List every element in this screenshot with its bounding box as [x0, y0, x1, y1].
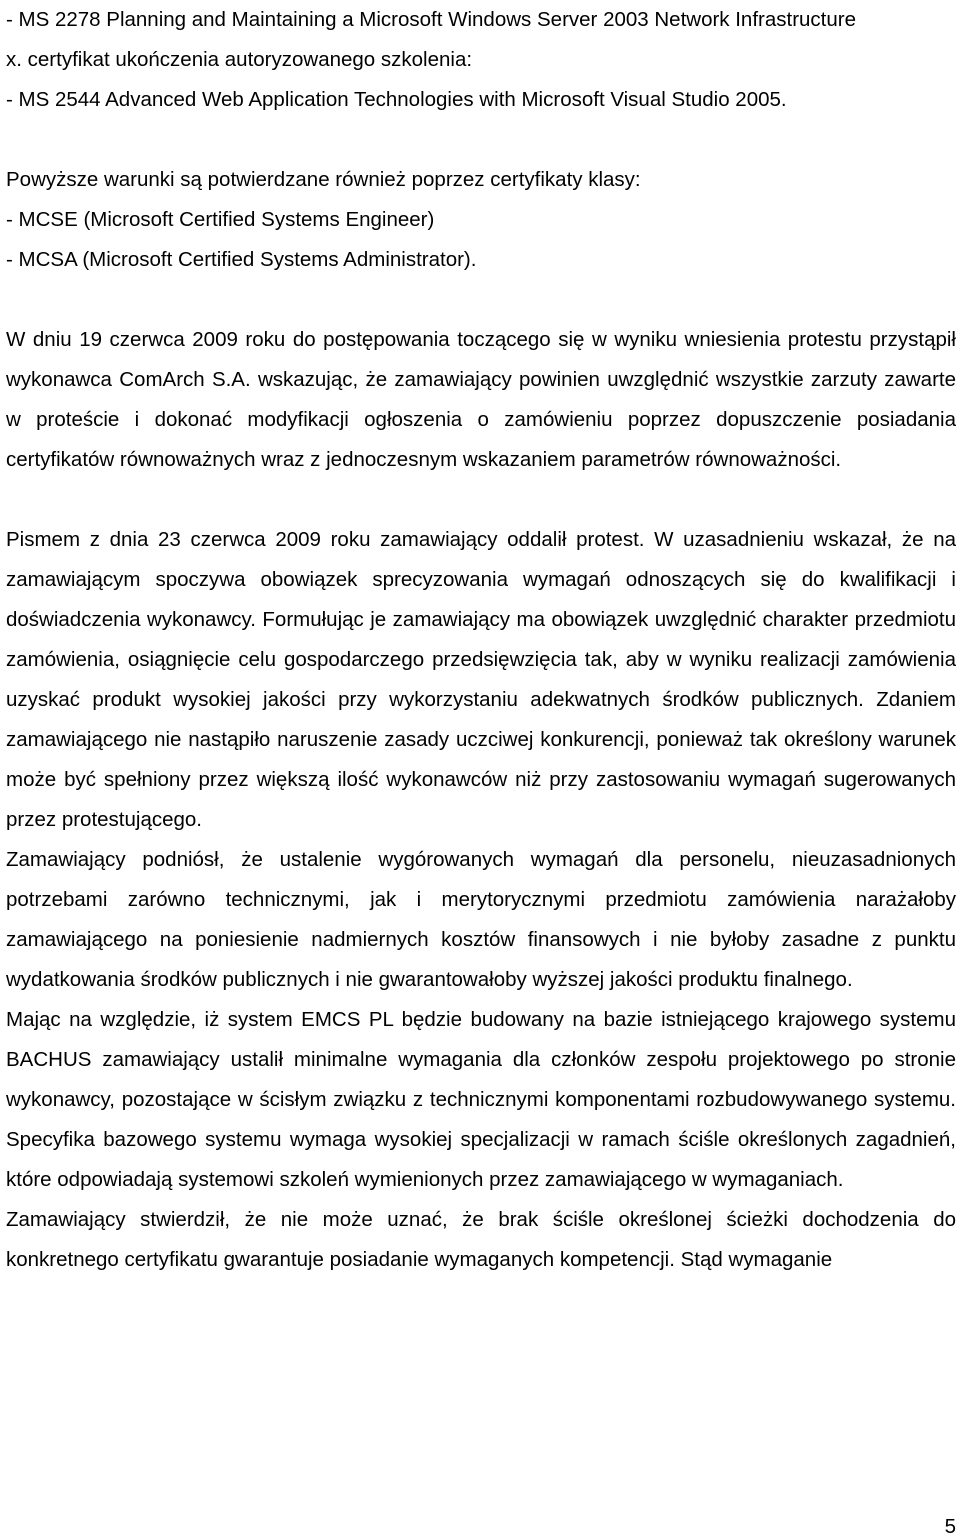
certificate-classes: [6, 160, 956, 280]
list-item: - MS 2278 Planning and Maintaining a Microsoft Windows Server 2003 Network Infrastructure: [6, 8, 857, 31]
page-number: 5: [944, 1515, 956, 1538]
list-item: - MCSA (Microsoft Certified Systems Administrator).: [6, 248, 477, 271]
list-item: x. certyfikat ukończenia autoryzowanego szkolenia:: [6, 48, 473, 71]
list-item: - MCSE (Microsoft Certified Systems Engineer): [6, 208, 435, 231]
document-page: [6, 0, 956, 1280]
paragraph-certificate-path: Zamawiający stwierdził, że nie może uznać, że brak ściśle określonej ścieżki dochodzenia do konkretnego certyfikatu gwarantuje posiadanie wymaganych kompetencji. Stąd wymaganie: [6, 1208, 956, 1271]
certificate-list: [6, 0, 956, 120]
paragraph-comarch-accession: W dniu 19 czerwca 2009 roku do postępowania toczącego się w wyniku wniesienia protestu przystąpił wykonawca ComArch S.A. wskazując, że zamawiający powinien uwzględnić wszystkie zarzuty zawarte w proteście i dokonać modyfikacji ogłoszenia o zamówieniu poprzez dopuszczenie posiadania certyfikatów równoważnych wraz z jednoczesnym wskazaniem parametrów równoważności.: [6, 328, 956, 471]
list-item: Powyższe warunki są potwierdzane również poprzez certyfikaty klasy:: [6, 168, 641, 191]
paragraph-excessive-requirements: Zamawiający podniósł, że ustalenie wygórowanych wymagań dla personelu, nieuzasadnionych potrzebami zarówno technicznymi, jak i merytorycznymi przedmiotu zamówienia narażałoby zamawiającego na poniesienie nadmiernych kosztów finansowych i nie byłoby zasadne z punktu wydatkowania środków publicznych i nie gwarantowałoby wyższej jakości produktu finalnego.: [6, 848, 956, 991]
list-item: - MS 2544 Advanced Web Application Technologies with Microsoft Visual Studio 2005.: [6, 88, 787, 111]
paragraph-protest-rejection: Pismem z dnia 23 czerwca 2009 roku zamawiający oddalił protest. W uzasadnieniu wskazał, że na zamawiającym spoczywa obowiązek sprecyzowania wymagań odnoszących się do kwalifikacji i doświadczenia wykonawcy. Formułując je zamawiający ma obowiązek uwzględnić charakter przedmiotu zamówienia, osiągnięcie celu gospodarczego przedsięwzięcia tak, aby w wyniku realizacji zamówienia uzyskać produkt wysokiej jakości przy wykorzystaniu adekwatnych środków publicznych. Zdaniem zamawiającego nie nastąpiło naruszenie zasady uczciwej konkurencji, ponieważ tak określony warunek może być spełniony przez większą ilość wykonawców niż przy zastosowaniu wymagań sugerowanych przez protestującego.: [6, 528, 956, 831]
paragraph-emcs-system: Mając na względzie, iż system EMCS PL będzie budowany na bazie istniejącego krajowego systemu BACHUS zamawiający ustalił minimalne wymagania dla członków zespołu projektowego po stronie wykonawcy, pozostające w ścisłym związku z technicznymi komponentami rozbudowywanego systemu. Specyfika bazowego systemu wymaga wysokiej specjalizacji w ramach ściśle określonych zagadnień, które odpowiadają systemowi szkoleń wymienionych przez zamawiającego w wymaganiach.: [6, 1008, 956, 1191]
